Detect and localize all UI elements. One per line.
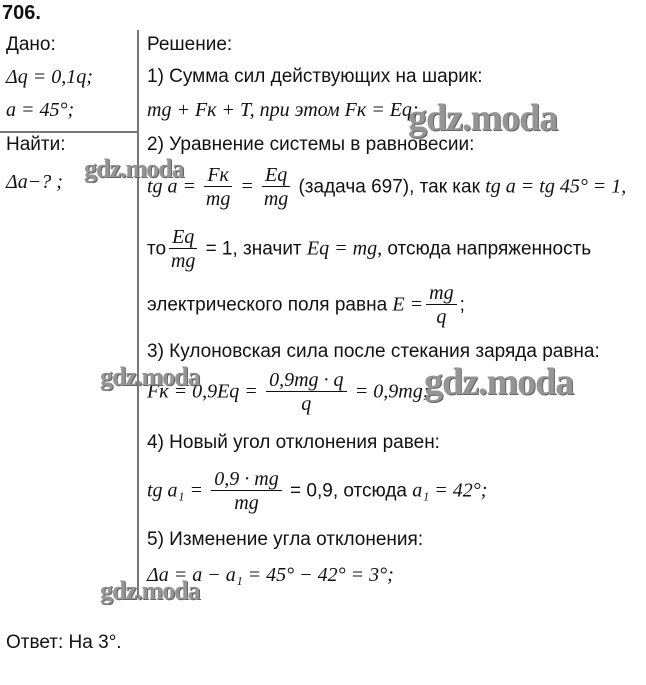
column-divider bbox=[137, 30, 139, 598]
math-text: tg a = bbox=[147, 175, 197, 198]
watermark: gdz.moda bbox=[84, 154, 184, 183]
math-text: a₁ = 42°; bbox=[412, 479, 488, 502]
fraction bbox=[426, 282, 456, 329]
numerator: Fк bbox=[204, 164, 232, 187]
watermark: gdz.moda bbox=[408, 97, 558, 139]
math-text: tg a = tg 45° = 1, bbox=[485, 175, 627, 198]
text: = 0,9, отсюда bbox=[290, 480, 407, 502]
step3-title: 3) Кулоновская сила после стекания заряда равна: bbox=[147, 341, 600, 362]
solution-title: Решение: bbox=[147, 34, 233, 55]
watermark: gdz.moda bbox=[100, 362, 200, 391]
field-strength bbox=[147, 282, 465, 329]
watermark: gdz.moda bbox=[100, 576, 200, 605]
step2-equation bbox=[147, 164, 626, 211]
text: то bbox=[147, 238, 167, 260]
denominator: mg bbox=[234, 492, 259, 514]
given-title: Дано: bbox=[6, 34, 56, 55]
numerator: 0,9 · mg bbox=[211, 468, 281, 491]
math-text: Fк = 0,9Eq = bbox=[147, 380, 258, 403]
text: отсюда напряженность bbox=[387, 238, 592, 260]
text: = 1, значит bbox=[205, 238, 302, 260]
math-text: E = bbox=[392, 293, 424, 316]
math-text: = 0,9mg; bbox=[354, 380, 430, 403]
step5-formula: Δa = a − a₁ = 45° − 42° = 3°; bbox=[147, 564, 394, 586]
fraction bbox=[262, 164, 290, 211]
given-item: a = 45°; bbox=[6, 99, 75, 121]
denominator: q bbox=[301, 393, 312, 415]
math-text: Eq = mg, bbox=[306, 237, 383, 260]
fraction bbox=[266, 369, 346, 416]
step2-conclusion bbox=[147, 226, 591, 273]
step4-title: 4) Новый угол отклонения равен: bbox=[147, 432, 440, 453]
step1-title: 1) Сумма сил действующих на шарик: bbox=[147, 66, 483, 87]
numerator: Eq bbox=[169, 226, 197, 249]
text: (задача 697), так как bbox=[298, 176, 480, 198]
find-item: Δa−? ; bbox=[6, 171, 63, 193]
find-title: Найти: bbox=[6, 134, 66, 155]
given-item: Δq = 0,1q; bbox=[6, 66, 93, 88]
given-divider bbox=[0, 131, 137, 133]
step5-title: 5) Изменение угла отклонения: bbox=[147, 529, 424, 550]
numerator: 0,9mg · q bbox=[266, 369, 346, 392]
watermark: gdz.moda bbox=[424, 361, 574, 403]
math-text: = bbox=[240, 175, 254, 198]
fraction bbox=[204, 164, 232, 211]
numerator: mg bbox=[426, 282, 456, 305]
text: ; bbox=[459, 294, 465, 316]
math-text: tg a₁ = bbox=[147, 479, 204, 502]
fraction bbox=[211, 468, 281, 515]
step2-title: 2) Уравнение системы в равновесии: bbox=[147, 134, 475, 155]
fraction bbox=[169, 226, 197, 273]
step4-formula bbox=[147, 468, 487, 515]
step1-formula: mg + Fк + T, при этом Fк = Eq; bbox=[147, 99, 419, 121]
answer: Ответ: На 3°. bbox=[6, 632, 122, 653]
denominator: q bbox=[436, 306, 447, 328]
numerator: Eq bbox=[262, 164, 290, 187]
denominator: mg bbox=[205, 188, 231, 210]
denominator: mg bbox=[263, 188, 289, 210]
denominator: mg bbox=[170, 250, 196, 272]
problem-number: 706. bbox=[2, 2, 41, 24]
text: электрического поля равна bbox=[147, 294, 388, 316]
